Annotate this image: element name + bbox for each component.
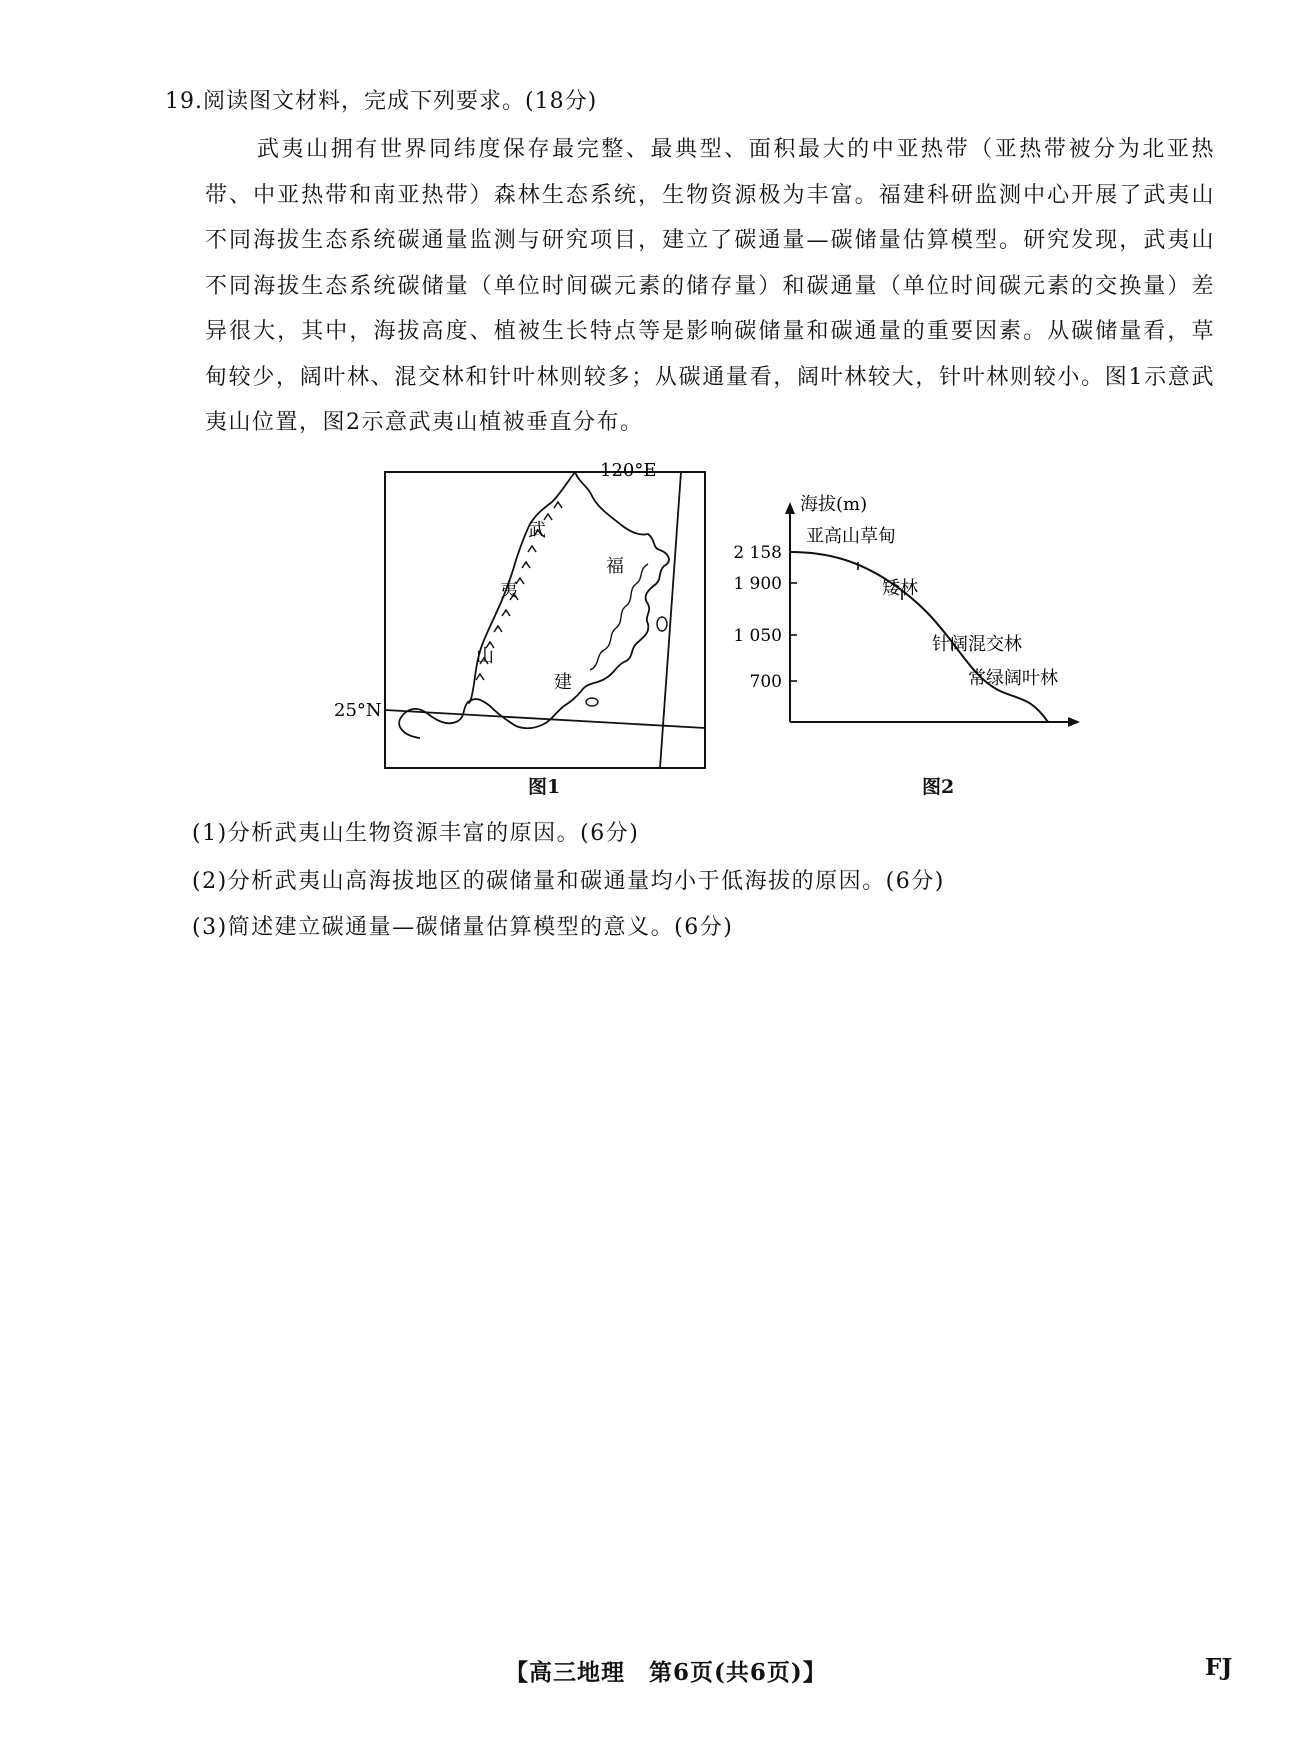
province-char-1: 福 bbox=[606, 556, 624, 577]
y-axis-arrow bbox=[785, 502, 795, 514]
mountain-char-1: 武 bbox=[528, 520, 546, 541]
province-char-2: 建 bbox=[554, 672, 572, 693]
range-ridge bbox=[468, 472, 575, 703]
figure1-caption: 图1 bbox=[528, 776, 561, 798]
tick-label-700: 700 bbox=[749, 672, 782, 692]
tick-label-2158: 2 158 bbox=[733, 543, 782, 563]
river bbox=[590, 564, 648, 670]
longitude-line bbox=[660, 472, 681, 768]
figure2-chart bbox=[730, 490, 1090, 730]
footer-code: FJ bbox=[1205, 1654, 1233, 1681]
sub-question-1: (1)分析武夷山生物资源丰富的原因。(6分) bbox=[192, 821, 640, 846]
sub-question-3: (3)简述建立碳通量—碳储量估算模型的意义。(6分) bbox=[192, 915, 734, 940]
question-paragraph: 武夷山拥有世界同纬度保存最完整、最典型、面积最大的中亚热带（亚热带被分为北亚热带、中亚热带和南亚热带）森林生态系统，生物资源极为丰富。福建科研监测中心开展了武夷山不同海拔生态系统碳通量监测与研究项目，建立了碳通量—碳储量估算模型。研究发现，武夷山不同海拔生态系统碳储量（单位时间碳元素的储存量）和碳通量（单位时间碳元素的交换量）差异很大，其中，海拔高度、植被生长特点等是影响碳储量和碳通量的重要因素。从碳储量看，草甸较少，阔叶林、混交林和针叶林则较多；从碳通量看，阔叶林较大，针叶林则较小。图1示意武夷山位置，图2示意武夷山植被垂直分布。 bbox=[205, 137, 1215, 435]
mountain-char-3: 山 bbox=[476, 646, 494, 667]
tick-label-1900: 1 900 bbox=[733, 574, 782, 594]
zone-dwarf-forest: 矮林 bbox=[882, 578, 918, 599]
longitude-label: 120°E bbox=[600, 460, 657, 481]
zone-mixed-forest: 针阔混交林 bbox=[932, 634, 1022, 655]
latitude-label: 25°N bbox=[334, 700, 382, 721]
figure1-map bbox=[330, 444, 720, 804]
tick-label-1050: 1 050 bbox=[733, 626, 782, 646]
mountain-char-2: 夷 bbox=[500, 580, 518, 601]
latitude-line bbox=[385, 710, 705, 728]
province-boundary bbox=[399, 472, 669, 738]
sub-question-2: (2)分析武夷山高海拔地区的碳储量和碳通量均小于低海拔的原因。(6分) bbox=[192, 869, 945, 894]
figure2-caption: 图2 bbox=[922, 776, 955, 798]
zone-broadleaf-forest: 常绿阔叶林 bbox=[968, 668, 1058, 689]
question-title: 19.阅读图文材料，完成下列要求。(18分) bbox=[165, 89, 598, 114]
y-axis-label: 海拔(m) bbox=[800, 494, 868, 515]
zone-meadow: 亚高山草甸 bbox=[806, 526, 896, 547]
x-axis-arrow bbox=[1068, 717, 1080, 727]
page-footer: 【高三地理 第6页(共6页)】 bbox=[505, 1659, 827, 1686]
